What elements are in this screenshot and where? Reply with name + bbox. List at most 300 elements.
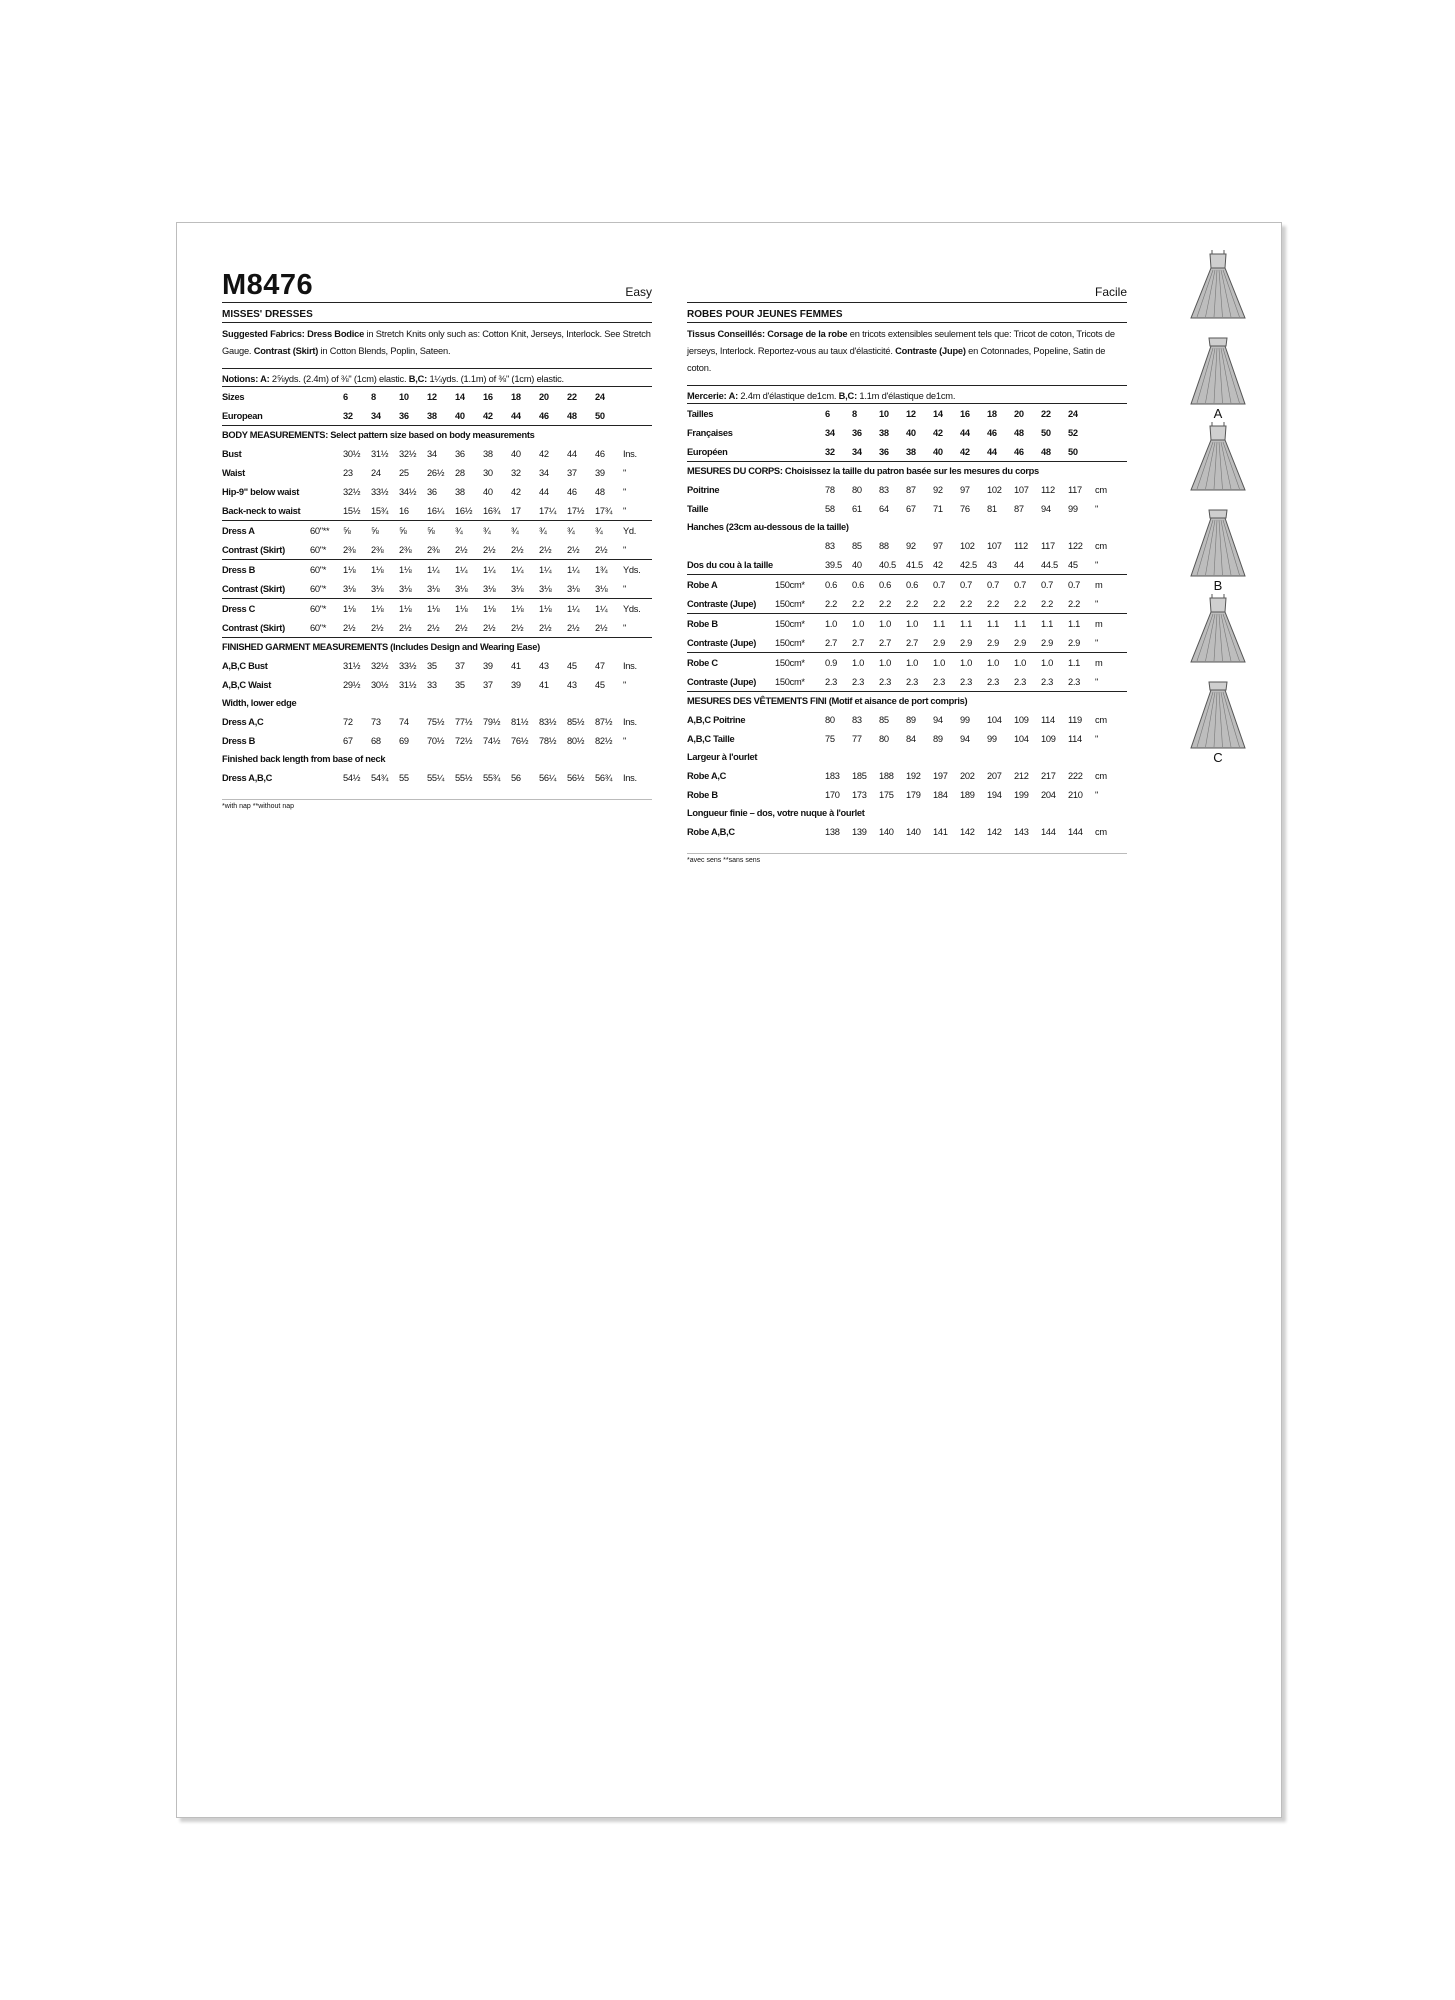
size-value: 102 [960, 540, 975, 551]
size-value: 44.5 [1041, 559, 1058, 570]
fabric-width [310, 675, 343, 694]
size-value: 3⅛ [595, 583, 608, 594]
size-value: 1.1 [960, 614, 987, 634]
size-value: 40 [906, 427, 916, 438]
size-value: 2.9 [960, 637, 973, 648]
size-value: 2½ [455, 622, 468, 633]
size-value: 71 [933, 503, 943, 514]
size-value: 0.7 [1068, 575, 1095, 595]
english-column [222, 268, 652, 810]
size-value: 16½ [455, 505, 473, 516]
size-value: 2.2 [879, 598, 892, 609]
notions [222, 368, 652, 386]
size-value: 17¼ [539, 505, 557, 516]
fabrics-bodice-fr: Corsage de la robe [767, 329, 848, 339]
size-value: 144 [1041, 826, 1056, 837]
table-row [687, 575, 1127, 595]
size-value: 138 [825, 826, 840, 837]
table-row [222, 579, 652, 599]
size-value: 32 [343, 410, 353, 421]
size-value: 2.7 [879, 637, 892, 648]
table-row [222, 540, 652, 560]
size-value: 80 [825, 714, 835, 725]
size-value: 82½ [595, 735, 613, 746]
unit-cell [1095, 423, 1127, 442]
size-value: 8 [852, 404, 879, 424]
table-row [687, 804, 1127, 822]
size-value: 2.2 [1068, 598, 1081, 609]
unit-cell: m [1095, 614, 1127, 634]
size-value: 72½ [455, 735, 473, 746]
size-value: 2.9 [1068, 637, 1081, 648]
row-label: Back-neck to waist [222, 505, 301, 516]
size-value: 85½ [567, 716, 585, 727]
size-value: 18 [511, 387, 539, 407]
size-value: 48 [1041, 446, 1051, 457]
size-value: 192 [906, 770, 921, 781]
size-value: 0.6 [879, 575, 906, 595]
notions-text-1: 2⅝yds. (2.4m) of ⅜" (1cm) elastic. [269, 374, 409, 384]
table-row [687, 462, 1127, 481]
size-value: 48 [1014, 427, 1024, 438]
size-value: 42 [483, 410, 493, 421]
size-value: 2.2 [1014, 598, 1027, 609]
size-value: 2.2 [1041, 598, 1054, 609]
table-row [687, 692, 1127, 711]
size-value: 37 [567, 467, 577, 478]
size-value: 2⅜ [371, 544, 384, 555]
size-value: 117 [1041, 540, 1055, 551]
table-row [222, 599, 652, 619]
unit-cell: m [1095, 653, 1127, 673]
row-label: Dress A,B,C [222, 772, 273, 783]
unit-cell: " [1095, 598, 1099, 609]
size-value: 117 [1068, 484, 1082, 495]
size-value: 45 [1068, 559, 1078, 570]
unit-cell: " [1095, 676, 1099, 687]
row-label: Robe A [687, 575, 775, 595]
row-label: Dress A [222, 521, 310, 541]
dress-view-illustration [1183, 250, 1253, 320]
size-value: 1.0 [906, 614, 933, 634]
size-value: 55 [399, 772, 409, 783]
size-value: 6 [825, 404, 852, 424]
size-value: 1¾ [595, 560, 623, 580]
table-row [687, 766, 1127, 785]
unit-cell: Ins. [623, 448, 637, 459]
size-value: 194 [987, 789, 1002, 800]
size-value: 30½ [371, 679, 389, 690]
size-value: 72 [343, 716, 353, 727]
row-label: Tailles [687, 404, 775, 424]
size-value: 222 [1068, 770, 1083, 781]
size-value: 14 [455, 387, 483, 407]
size-value: 2.3 [933, 676, 946, 687]
size-value: 80 [852, 484, 862, 495]
size-value: 34 [825, 427, 835, 438]
size-value: 2½ [539, 544, 552, 555]
table-row [687, 672, 1127, 692]
unit-cell: cm [1095, 770, 1107, 781]
table-row [687, 594, 1127, 614]
size-value: 1⅛ [427, 599, 455, 619]
size-value: 87 [1014, 503, 1024, 514]
row-label: Sizes [222, 387, 310, 407]
size-value: 2.7 [852, 637, 865, 648]
fabric-width [310, 731, 343, 750]
english-header [222, 268, 652, 303]
size-value: 2.9 [933, 637, 946, 648]
fabrics-label: Suggested Fabrics: [222, 329, 305, 339]
difficulty-level: Easy [625, 285, 652, 299]
size-value: 83 [879, 484, 889, 495]
size-value: ⅝ [343, 521, 371, 541]
size-value: 22 [1041, 404, 1068, 424]
fabric-width [775, 423, 825, 442]
fabric-width [775, 536, 825, 555]
size-value: 1⅛ [539, 599, 567, 619]
unit-cell: " [623, 622, 627, 633]
size-value: 2½ [455, 544, 468, 555]
size-value: 40 [852, 559, 862, 570]
table-row [687, 499, 1127, 518]
size-value: 54¾ [371, 772, 389, 783]
size-value: 3⅛ [455, 583, 468, 594]
unit-cell: Ins. [623, 660, 637, 671]
size-value: 1⅛ [371, 560, 399, 580]
table-row [687, 536, 1127, 555]
size-value: 42 [511, 486, 521, 497]
size-value: 204 [1041, 789, 1056, 800]
notions-text-2-fr: 1.1m d'élastique de1cm. [856, 391, 956, 401]
size-value: 61 [852, 503, 862, 514]
view-label: B [1213, 578, 1223, 593]
size-value: 28 [455, 467, 465, 478]
size-value: 97 [960, 484, 970, 495]
row-label: Taille [687, 503, 709, 514]
table-row [222, 750, 652, 768]
size-value: 202 [960, 770, 975, 781]
size-value: 141 [933, 826, 948, 837]
table-row [222, 406, 652, 426]
suggested-fabrics [222, 326, 652, 360]
size-value: 0.7 [1014, 575, 1041, 595]
fabric-width [310, 712, 343, 731]
size-value: 54½ [343, 772, 361, 783]
size-value: 83 [825, 540, 835, 551]
size-value: ⅝ [399, 521, 427, 541]
section-heading: MESURES DES VÊTEMENTS FINI (Motif et aisance de port compris) [687, 692, 1127, 711]
size-value: 46 [1014, 446, 1024, 457]
size-value: 36 [427, 486, 437, 497]
view-label: C [1213, 750, 1223, 765]
size-value: 1.1 [1068, 614, 1095, 634]
size-value: 1.0 [1041, 653, 1068, 673]
size-value: 3⅛ [399, 583, 412, 594]
size-value: 10 [879, 404, 906, 424]
size-value: 1⅛ [511, 599, 539, 619]
size-value: ⅝ [427, 521, 455, 541]
footnote: *with nap **without nap [222, 799, 652, 810]
size-value: 112 [1014, 540, 1028, 551]
unit-cell: " [1095, 503, 1099, 514]
size-value: 36 [455, 448, 465, 459]
size-value: 109 [1014, 714, 1029, 725]
size-value: 16 [960, 404, 987, 424]
section-heading: Largeur à l'ourlet [687, 752, 758, 762]
row-label: Contrast (Skirt) [222, 583, 285, 594]
size-value: 34 [539, 467, 549, 478]
table-row [222, 768, 652, 787]
size-value: 12 [906, 404, 933, 424]
unit-cell: " [623, 505, 627, 516]
unit-cell: Yds. [623, 560, 652, 580]
size-value: 139 [852, 826, 867, 837]
size-value: 42 [960, 446, 970, 457]
unit-cell: Yd. [623, 521, 652, 541]
size-value: 2.2 [825, 598, 838, 609]
size-value: 45 [595, 679, 605, 690]
french-size-chart [687, 403, 1127, 841]
size-value: 40 [933, 446, 943, 457]
size-value: 0.9 [825, 653, 852, 673]
size-value: 1.0 [987, 653, 1014, 673]
size-value: 42.5 [960, 559, 977, 570]
size-value: 1⅛ [371, 599, 399, 619]
fabric-width: 60"* [310, 599, 343, 619]
row-label: Contrast (Skirt) [222, 622, 285, 633]
size-value: 18 [987, 404, 1014, 424]
unit-cell: " [623, 467, 627, 478]
size-value: 92 [933, 484, 943, 495]
size-value: 143 [1014, 826, 1029, 837]
row-label: Robe C [687, 653, 775, 673]
size-value: 3⅛ [483, 583, 496, 594]
size-value: 1.0 [933, 653, 960, 673]
size-value: 37 [483, 679, 493, 690]
size-value: 2½ [343, 622, 356, 633]
size-value: 92 [906, 540, 916, 551]
dress-view-illustration [1183, 508, 1253, 578]
table-row [222, 521, 652, 541]
size-value: 199 [1014, 789, 1029, 800]
view-label [1183, 492, 1253, 508]
size-value: 99 [1068, 503, 1078, 514]
fabric-width [775, 710, 825, 729]
size-value: 75 [825, 733, 835, 744]
size-value: 34 [427, 448, 437, 459]
size-value: 2.3 [852, 676, 865, 687]
size-value: 2.3 [906, 676, 919, 687]
size-value: 122 [1068, 540, 1083, 551]
size-value: 58 [825, 503, 835, 514]
english-size-chart [222, 386, 652, 787]
size-value: 39 [595, 467, 605, 478]
size-value: 1¼ [539, 560, 567, 580]
fabric-width [775, 729, 825, 748]
size-value: 75½ [427, 716, 445, 727]
fabrics-text-1: in Stretch Knits only such as: Cotton Knit, Jerseys, Interlock. See Stretch Gauge. [222, 329, 651, 356]
size-value: 16¾ [483, 505, 501, 516]
size-value: 41.5 [906, 559, 923, 570]
size-value: 33 [427, 679, 437, 690]
size-value: 32½ [371, 660, 389, 671]
size-value: 94 [933, 714, 943, 725]
size-value: 43 [987, 559, 997, 570]
notions-bc-label-fr: B,C: [838, 391, 857, 401]
size-value: 50 [1068, 446, 1078, 457]
size-value: 89 [906, 714, 916, 725]
row-label: Contraste (Jupe) [687, 598, 757, 609]
table-row [687, 633, 1127, 653]
row-label: A,B,C Bust [222, 660, 268, 671]
row-label: Dress B [222, 560, 310, 580]
size-value: 34½ [399, 486, 417, 497]
size-value: 83½ [539, 716, 557, 727]
fabrics-contrast: Contrast (Skirt) [253, 346, 319, 356]
size-value: 0.6 [825, 575, 852, 595]
row-label: Contrast (Skirt) [222, 544, 285, 555]
size-value: 189 [960, 789, 975, 800]
size-value: 52 [1068, 427, 1078, 438]
size-value: 99 [987, 733, 997, 744]
fabric-width: 150cm* [775, 653, 825, 673]
view-illustrations [1183, 250, 1253, 766]
table-row [222, 694, 652, 712]
size-value: 70½ [427, 735, 445, 746]
dress-icon [1183, 422, 1253, 492]
table-row [687, 404, 1127, 424]
size-value: 25 [399, 467, 409, 478]
row-label: Robe A,B,C [687, 826, 735, 837]
fabric-width [310, 768, 343, 787]
size-value: 67 [343, 735, 353, 746]
size-value: 1⅛ [483, 599, 511, 619]
row-label: Robe B [687, 614, 775, 634]
dress-icon [1183, 336, 1253, 406]
size-value: 104 [987, 714, 1002, 725]
size-value: 74½ [483, 735, 501, 746]
pattern-title-fr: ROBES POUR JEUNES FEMMES [687, 309, 1127, 323]
fabrics-bodice: Dress Bodice [307, 329, 365, 339]
row-label: Européen [687, 446, 728, 457]
size-value: 0.6 [906, 575, 933, 595]
table-row [687, 748, 1127, 766]
table-row [687, 480, 1127, 499]
size-value: ¾ [455, 521, 483, 541]
size-value: 26½ [427, 467, 445, 478]
size-value: 37 [455, 660, 465, 671]
table-row [222, 638, 652, 657]
size-value: 1⅛ [343, 560, 371, 580]
size-value: 43 [539, 660, 549, 671]
size-value: 175 [879, 789, 894, 800]
fabric-width [775, 555, 825, 575]
size-value: 112 [1041, 484, 1055, 495]
size-value: 119 [1068, 714, 1082, 725]
size-value: 40 [511, 448, 521, 459]
size-value: 36 [399, 410, 409, 421]
row-label: Dress A,C [222, 716, 264, 727]
size-value: 1.1 [987, 614, 1014, 634]
size-value: 15¾ [371, 505, 389, 516]
unit-cell [1095, 404, 1127, 424]
footnote-fr: *avec sens **sans sens [687, 853, 1127, 864]
size-value: 31½ [343, 660, 361, 671]
size-value: 32½ [343, 486, 361, 497]
size-value: 85 [879, 714, 889, 725]
size-value: 23 [343, 467, 353, 478]
size-value: 8 [371, 387, 399, 407]
size-value: 1¼ [595, 599, 623, 619]
size-value: 2.9 [1041, 637, 1054, 648]
size-value: 212 [1014, 770, 1029, 781]
fabric-width: 60"* [310, 583, 327, 594]
table-row [687, 442, 1127, 462]
size-value: 170 [825, 789, 840, 800]
size-value: 32 [825, 446, 835, 457]
fabric-width: 60"** [310, 521, 343, 541]
size-value: 33½ [371, 486, 389, 497]
fabric-width [775, 480, 825, 499]
unit-cell: " [623, 679, 627, 690]
fabric-width [310, 656, 343, 675]
size-value: 38 [879, 427, 889, 438]
size-value: 40 [455, 410, 465, 421]
unit-cell: Yds. [623, 599, 652, 619]
pattern-code: M8476 [222, 269, 314, 301]
row-label: Contraste (Jupe) [687, 676, 757, 687]
size-value: 2.7 [825, 637, 838, 648]
size-value: ¾ [483, 521, 511, 541]
size-value: 29½ [343, 679, 361, 690]
size-value: 20 [1014, 404, 1041, 424]
size-value: 88 [879, 540, 889, 551]
difficulty-level-fr: Facile [1094, 285, 1127, 299]
table-row [687, 653, 1127, 673]
size-value: 2.3 [879, 676, 892, 687]
size-value: 3⅛ [567, 583, 580, 594]
table-row [687, 729, 1127, 748]
size-value: 24 [1068, 404, 1095, 424]
size-value: 99 [960, 714, 970, 725]
size-value: 173 [852, 789, 867, 800]
size-value: 2⅜ [343, 544, 356, 555]
size-value: 1⅛ [343, 599, 371, 619]
size-value: 2.3 [960, 676, 973, 687]
size-value: 41 [511, 660, 521, 671]
view-label [1183, 320, 1253, 336]
size-value: 22 [567, 387, 595, 407]
view-label [1183, 664, 1253, 680]
unit-cell: cm [1095, 540, 1107, 551]
size-value: 2.2 [933, 598, 946, 609]
section-heading: BODY MEASUREMENTS: Select pattern size based on body measurements [222, 426, 652, 445]
size-value: 50 [595, 410, 605, 421]
size-value: 30 [483, 467, 493, 478]
unit-cell [1095, 442, 1127, 462]
size-value: 83 [852, 714, 862, 725]
size-value: 50 [1041, 427, 1051, 438]
size-value: 77 [852, 733, 862, 744]
size-value: 68 [371, 735, 381, 746]
size-value: 38 [427, 410, 437, 421]
size-value: 3⅛ [371, 583, 384, 594]
table-row [222, 675, 652, 694]
fabric-width [310, 463, 343, 482]
size-value: 0.7 [933, 575, 960, 595]
fabric-width: 150cm* [775, 676, 805, 687]
